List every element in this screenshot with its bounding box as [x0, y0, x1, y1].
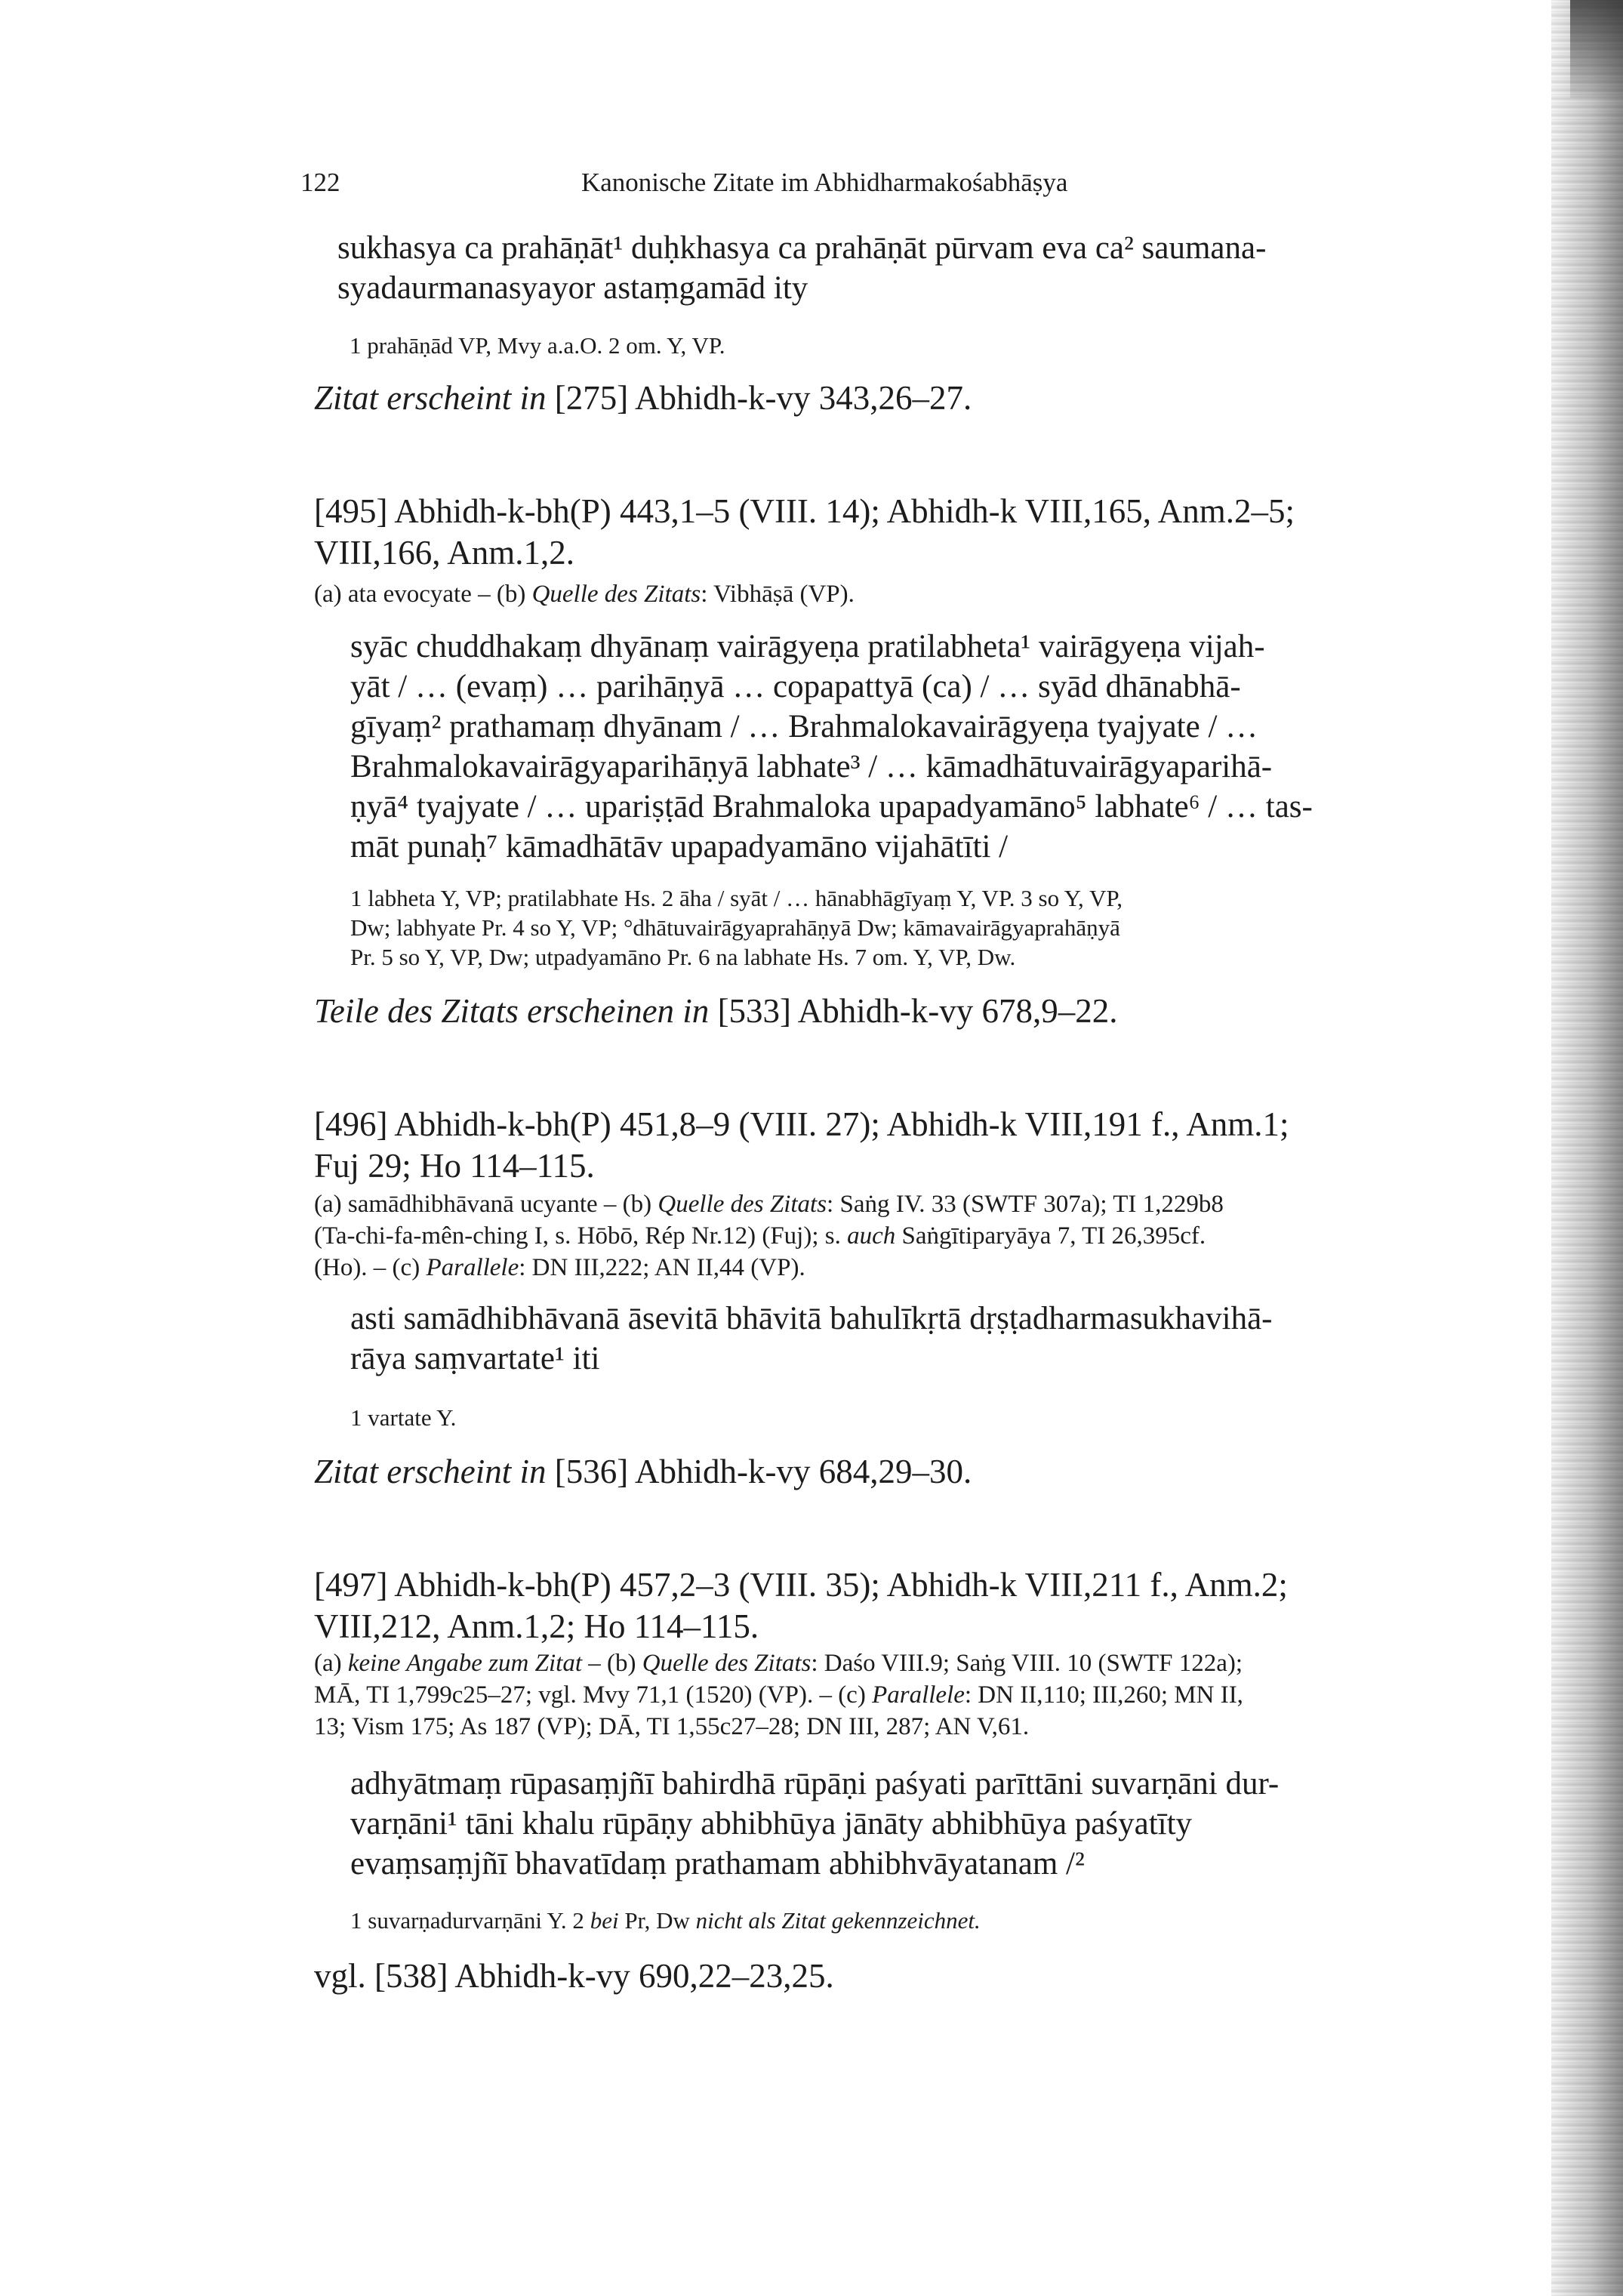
text-line: syadaurmanasyayor astaṃgamād ity	[337, 270, 808, 306]
entry-496-meta: (a) samādhibhāvanā ucyante – (b) Quelle des Zitats: Saṅg IV. 33 (SWTF 307a); TI 1,229b8 (Ta-chi-fa-mên-ching I, s. Hōbō, Rép Nr.12) (Fuj); s. auch Saṅgītiparyāya 7, TI 26,395cf. (Ho). – (c) Parallele: DN III,222; AN II,44 (VP).	[314, 1191, 1224, 1281]
scan-shadow-corner	[1570, 0, 1623, 98]
entry-496-footnote: 1 vartate Y.	[350, 1404, 457, 1431]
entry-497-reference: vgl. [538] Abhidh-k-vy 690,22–23,25.	[314, 1957, 834, 1995]
entry-496-reference: Zitat erscheint in [536] Abhidh-k-vy 684,29–30.	[314, 1453, 972, 1490]
reference-label: Zitat erscheint in	[314, 379, 547, 417]
entry-497-meta: (a) keine Angabe zum Zitat – (b) Quelle des Zitats: Daśo VIII.9; Saṅg VIII. 10 (SWTF 122a); MĀ, TI 1,799c25–27; vgl. Mvy 71,1 (1520) (VP). – (c) Parallele: DN II,110; III,260; MN II, 13; Vism 175; As 187 (VP); DĀ, TI 1,55c27–28; DN III, 287; AN V,61.	[314, 1650, 1243, 1740]
entry-496-text: asti samādhibhāvanā āsevitā bhāvitā bahulīkṛtā dṛṣṭadharmasukhavihā- rāya saṃvartate¹ iti	[350, 1301, 1273, 1376]
text-line: sukhasya ca prahāṇāt¹ duḥkhasya ca prahāṇāt pūrvam eva ca² saumana-	[337, 230, 1267, 266]
entry-497-footnotes: 1 suvarṇadurvarṇāni Y. 2 bei Pr, Dw nicht als Zitat gekennzeichnet.	[350, 1907, 981, 1934]
entry-id: [495]	[314, 492, 388, 530]
entry-495-footnotes: 1 labheta Y, VP; pratilabhate Hs. 2 āha / syāt / … hānabhāgīyaṃ Y, VP. 3 so Y, VP, Dw; labhyate Pr. 4 so Y, VP; °dhātuvairāgyaprahāṇyā Dw; kāmavairāgyaprahāṇyā Pr. 5 so Y, VP, Dw; utpadyamāno Pr. 6 na labhate Hs. 7 om. Y, VP, Dw.	[350, 885, 1123, 970]
intro-text	[337, 228, 1266, 308]
intro-reference	[314, 378, 972, 419]
entry-id: [496]	[314, 1105, 388, 1143]
page-number: 122	[300, 168, 340, 197]
scan-shadow-edge	[1551, 0, 1623, 2296]
entry-497-text: adhyātmaṃ rūpasaṃjñī bahirdhā rūpāṇi paśyati parīttāni suvarṇāni dur- varṇāni¹ tāni khalu rūpāṇy abhibhūya jānāty abhibhūya paśyatīty evaṃsaṃjñī bhavatīdaṃ prathamam abhibhvāyatanam /²	[350, 1766, 1280, 1881]
entry-495-heading: [495] Abhidh-k-bh(P) 443,1–5 (VIII. 14); Abhidh-k VIII,165, Anm.2–5; VIII,166, Anm.1,2.	[314, 492, 1295, 572]
entry-495-meta: (a) ata evocyate – (b) Quelle des Zitats: Vibhāṣā (VP).	[314, 581, 855, 608]
entry-497-heading: [497] Abhidh-k-bh(P) 457,2–3 (VIII. 35); Abhidh-k VIII,211 f., Anm.2; VIII,212, Anm.1,2; Ho 114–115.	[314, 1566, 1288, 1645]
entry-495-reference: Teile des Zitats erscheinen in [533] Abhidh-k-vy 678,9–22.	[314, 992, 1118, 1030]
entry-id: [497]	[314, 1566, 388, 1604]
entry-496-heading: [496] Abhidh-k-bh(P) 451,8–9 (VIII. 27); Abhidh-k VIII,191 f., Anm.1; Fuj 29; Ho 114–115.	[314, 1105, 1289, 1185]
entry-495-text: syāc chuddhakaṃ dhyānaṃ vairāgyeṇa pratilabheta¹ vairāgyeṇa vijah- yāt / … (evaṃ) … parihāṇyā … copapattyā (ca) / … syād dhānabhā- gīyaṃ² prathamaṃ dhyānam / … Brahmalokavairāgyeṇa tyajyate / … Brahmalokavairāgyaparihāṇyā labhate³ / … kāmadhātuvairāgyaparihā- ṇyā⁴ tyajyate / … upariṣṭād Brahmaloka upapadyamāno⁵ labhate⁶ / … tas- māt punaḥ⁷ kāmadhātāv upapadyamāno vijahātīti /	[350, 629, 1313, 864]
reference-target: [275] Abhidh-k-vy 343,26–27.	[546, 379, 972, 417]
running-title: Kanonische Zitate im Abhidharmakośabhāṣya	[581, 168, 1068, 197]
intro-footnotes: 1 prahāṇād VP, Mvy a.a.O. 2 om. Y, VP.	[350, 332, 725, 359]
